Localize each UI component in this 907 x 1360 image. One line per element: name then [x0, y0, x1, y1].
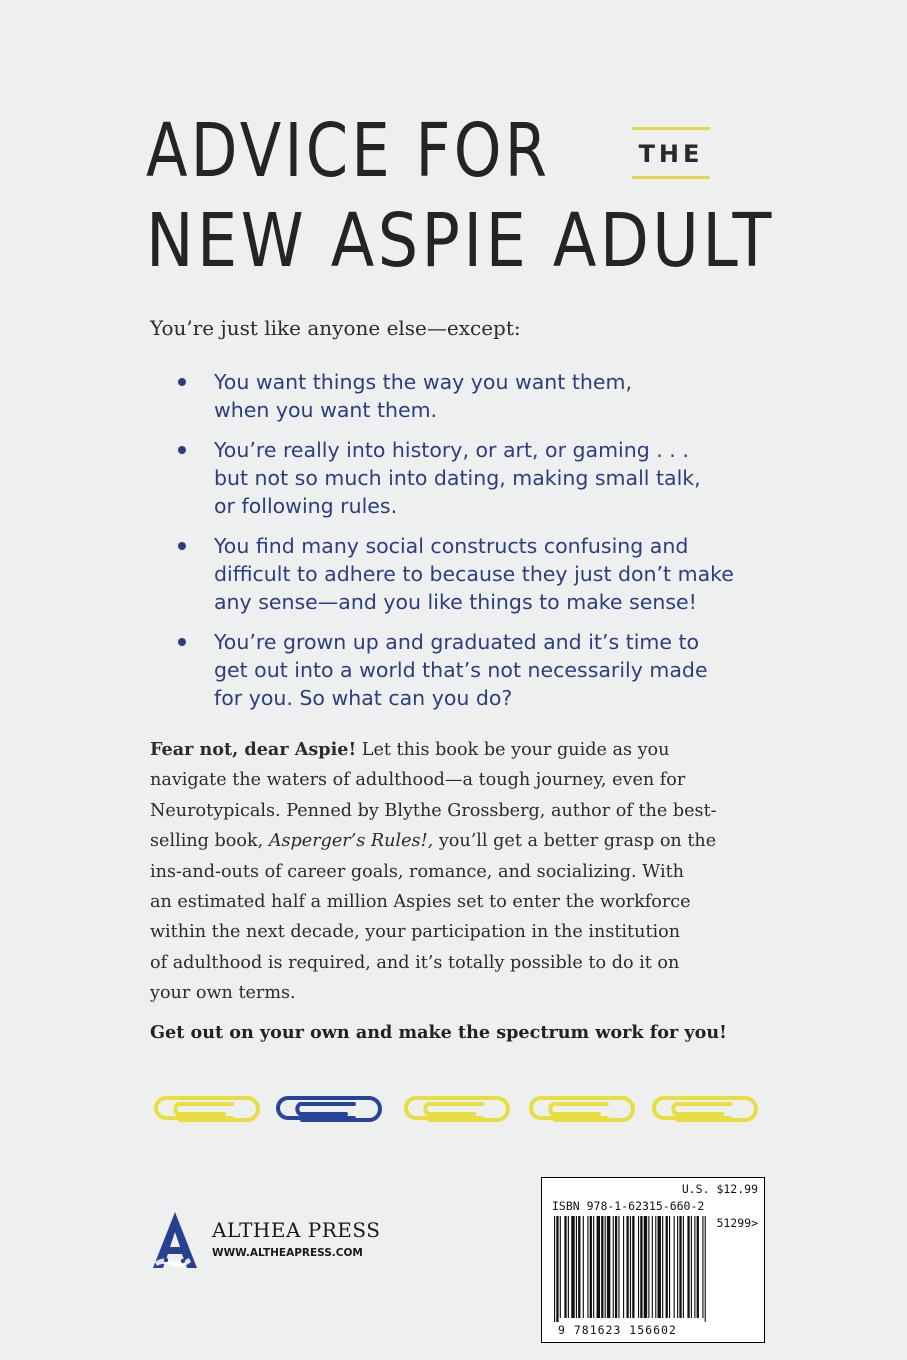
barcode-isbn: ISBN 978-1-62315-660-2 — [552, 1199, 705, 1213]
barcode-bar — [669, 1216, 670, 1318]
paperclip-icon — [402, 1092, 510, 1124]
barcode-bar — [578, 1216, 580, 1318]
barcode-bar — [597, 1216, 600, 1318]
bullet-item — [174, 628, 794, 712]
paperclip-wire — [654, 1098, 756, 1120]
althea-a-logo-icon — [149, 1210, 201, 1272]
barcode-bar — [648, 1216, 649, 1318]
barcode-bar — [705, 1216, 706, 1322]
barcode-bar — [638, 1216, 639, 1318]
paperclip-icon — [527, 1092, 635, 1124]
paperclip-inner-loop — [550, 1104, 607, 1114]
publisher-url: WWW.ALTHEAPRESS.COM — [212, 1247, 363, 1259]
barcode-bar — [554, 1216, 555, 1322]
bullet-item — [174, 532, 794, 616]
title-the: THE — [638, 140, 704, 168]
barcode-bar — [630, 1216, 631, 1318]
barcode-bar — [691, 1216, 692, 1318]
bullet-text: You’re really into history, or art, or gaming . . . but not so much into dating, making small talk, or following rules. — [214, 438, 701, 518]
barcode-bar — [560, 1216, 561, 1318]
barcode-bar — [605, 1216, 606, 1318]
barcode-bar — [632, 1216, 634, 1318]
barcode-bar — [593, 1216, 594, 1318]
description-bold-opening: Fear not, dear Aspie! — [150, 739, 357, 760]
barcode-bar — [652, 1216, 653, 1318]
barcode-bar — [644, 1216, 647, 1318]
barcode-bars-icon — [552, 1216, 756, 1322]
paperclip-wire — [278, 1098, 380, 1120]
barcode-bar — [618, 1216, 619, 1318]
barcode-bar — [564, 1216, 566, 1318]
paperclip-icon — [650, 1092, 758, 1124]
barcode-number: 9 781623 156602 — [558, 1323, 677, 1337]
title-line-2: NEW ASPIE ADULT — [146, 198, 775, 284]
barcode-bar — [674, 1216, 675, 1318]
barcode-bar — [683, 1216, 684, 1318]
publisher-name: ALTHEA PRESS — [212, 1218, 381, 1242]
paperclip-icon — [274, 1092, 382, 1124]
barcode-bar — [613, 1216, 614, 1318]
barcode-bar — [556, 1216, 558, 1322]
paperclip-inner-loop — [175, 1104, 232, 1114]
barcode-bar — [615, 1216, 617, 1318]
paperclip-wire — [531, 1098, 633, 1120]
barcode-bar — [658, 1216, 661, 1318]
yellow-rule-top — [632, 127, 710, 130]
paperclip-icon — [152, 1092, 260, 1124]
title-line-1: ADVICE FOR — [146, 108, 551, 194]
barcode-bar — [655, 1216, 656, 1318]
book-title: Asperger’s Rules!, — [268, 831, 434, 852]
barcode-bar — [694, 1216, 695, 1318]
barcode-bar — [590, 1216, 592, 1318]
barcode-bar — [568, 1216, 569, 1318]
barcode-addon: 51299> — [716, 1216, 758, 1230]
barcode-bar — [662, 1216, 663, 1318]
barcode-bar — [607, 1216, 610, 1318]
barcode-panel — [541, 1177, 765, 1343]
bullet-list — [174, 368, 794, 724]
barcode-bar — [679, 1216, 681, 1318]
barcode-bar — [697, 1216, 699, 1318]
description-paragraph — [150, 735, 790, 1009]
description-text-part1: Let this book be your guide as you navigate the waters of adulthood—a tough journey, even for Neurotypicals. Penned by Blythe Grossberg, author of the best- selling book, — [150, 740, 717, 852]
barcode-bar — [687, 1216, 689, 1318]
bullet-item — [174, 436, 794, 520]
lead-sentence: You’re just like anyone else—except: — [150, 316, 521, 340]
bullet-item — [174, 368, 794, 424]
barcode-bar — [640, 1216, 642, 1318]
bullet-dot-icon — [178, 446, 186, 454]
bullet-dot-icon — [178, 542, 186, 550]
barcode-bar — [623, 1216, 624, 1318]
yellow-rule-bottom — [632, 176, 710, 179]
paperclip-wire — [156, 1098, 258, 1120]
barcode-bar — [587, 1216, 588, 1318]
description-text-part2: you’ll get a better grasp on the ins-and-outs of career goals, romance, and socializing. With an estimated half a million Aspies set to enter the workforce within the next decade, your participation in the institution of adulthood is required, and it’s totally possible to do it on your own terms. — [150, 831, 717, 1004]
paperclip-inner-loop — [297, 1104, 354, 1114]
paperclip-inner-loop — [673, 1104, 730, 1114]
bullet-text: You’re grown up and graduated and it’s time to get out into a world that’s not necessarily made for you. So what can you do? — [214, 630, 708, 710]
bullet-dot-icon — [178, 638, 186, 646]
bullet-text: You find many social constructs confusing and difficult to adhere to because they just don’t make any sense—and you like things to make sense! — [214, 534, 734, 614]
closing-tagline: Get out on your own and make the spectrum work for you! — [150, 1022, 727, 1043]
barcode-price: U.S. $12.99 — [681, 1182, 758, 1196]
barcode-bar — [583, 1216, 584, 1318]
paperclip-wire — [406, 1098, 508, 1120]
bullet-dot-icon — [178, 378, 186, 386]
bullet-text: You want things the way you want them, when you want them. — [214, 370, 632, 422]
barcode-bar — [666, 1216, 668, 1318]
barcode-bar — [601, 1216, 603, 1318]
barcode-bar — [677, 1216, 678, 1318]
barcode-bar — [626, 1216, 628, 1318]
barcode-bar — [576, 1216, 577, 1318]
paperclip-inner-loop — [425, 1104, 482, 1114]
barcode-bar — [702, 1216, 703, 1318]
barcode-bar — [571, 1216, 574, 1318]
